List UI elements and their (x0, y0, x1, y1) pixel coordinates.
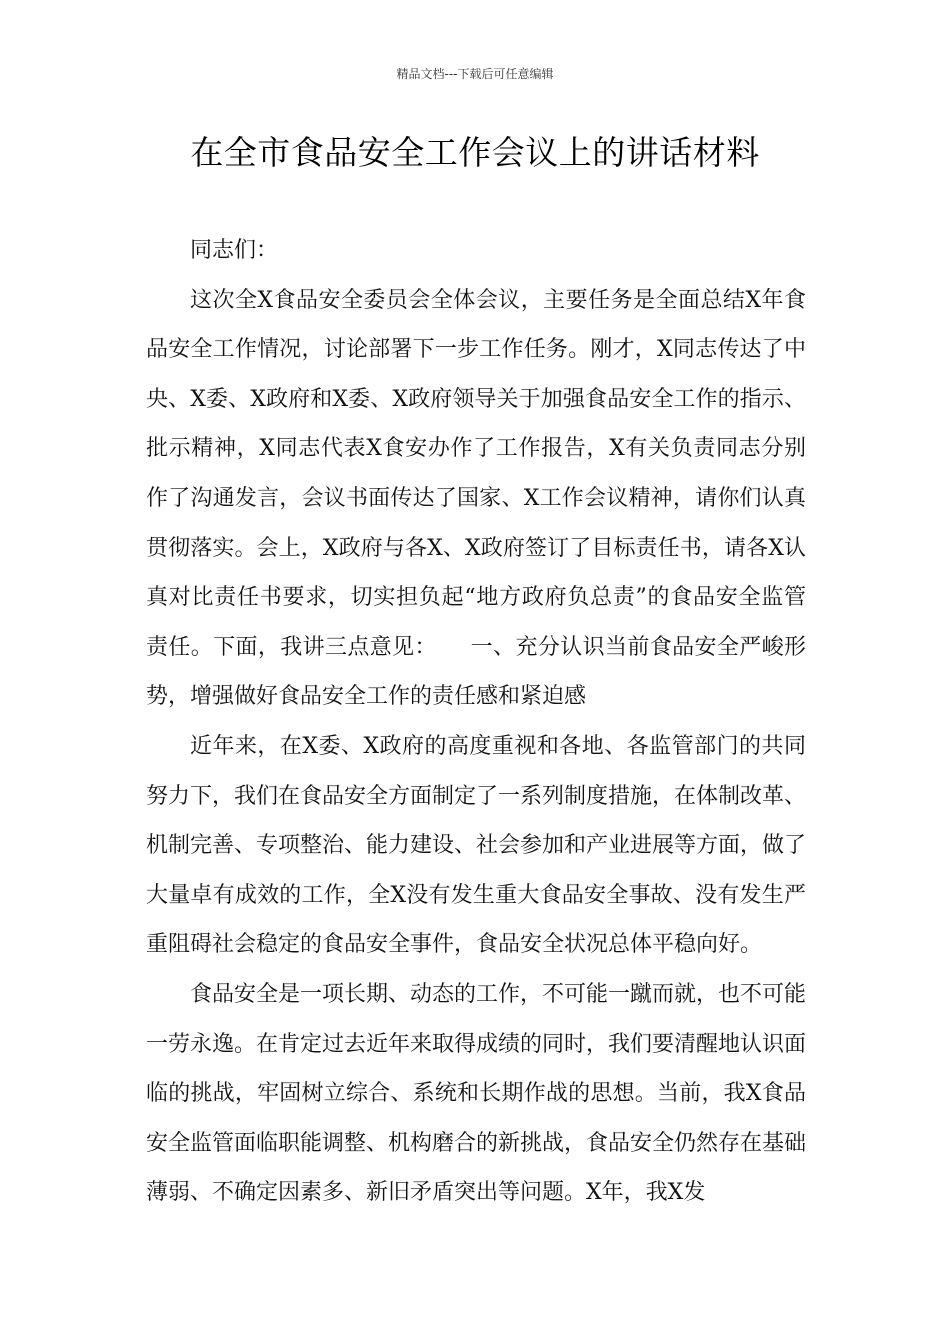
paragraph: 食品安全是一项长期、动态的工作，不可能一蹴而就，也不可能一劳永逸。在肯定过去近年来取得成绩的同时，我们要清醒地认识面临的挑战，牢固树立综合、系统和长期作战的思想。当前，我X食品安全监管面临职能调整、机构磨合的新挑战，食品安全仍然存在基础薄弱、不确定因素多、新旧矛盾突出等问题。X年，我X发 (146, 981, 807, 1206)
paragraph: 近年来，在X委、X政府的高度重视和各地、各监管部门的共同努力下，我们在食品安全方面制定了一系列制度措施，在体制改革、机制完善、专项整治、能力建设、社会参加和产业进展等方面，做了大量卓有成效的工作，全X没有发生重大食品安全事故、没有发生严重阻碍社会稳定的食品安全事件，食品安全状况总体平稳向好。 (146, 733, 807, 958)
document-body (146, 226, 806, 1218)
paragraph: 这次全X食品安全委员会全体会议，主要任务是全面总结X年食品安全工作情况，讨论部署下一步工作任务。刚才，X同志传达了中央、X委、X政府和X委、X政府领导关于加强食品安全工作的指示、批示精神，X同志代表X食安办作了工作报告，X有关负责同志分别作了沟通发言，会议书面传达了国家、X工作会议精神，请你们认真贯彻落实。会上，X政府与各X、X政府签订了目标责任书，请各X认真对比责任书要求，切实担负起“地方政府负总责”的食品安全监管责任。下面，我讲三点意见： 一、充分认识当前食品安全严峻形势，增强做好食品安全工作的责任感和紧迫感 (146, 287, 806, 710)
document-title: 在全市食品安全工作会议上的讲话材料 (190, 133, 760, 172)
header-watermark: 精品文档---下载后可任意编辑 (396, 67, 554, 81)
salutation: 同志们： (190, 238, 279, 263)
